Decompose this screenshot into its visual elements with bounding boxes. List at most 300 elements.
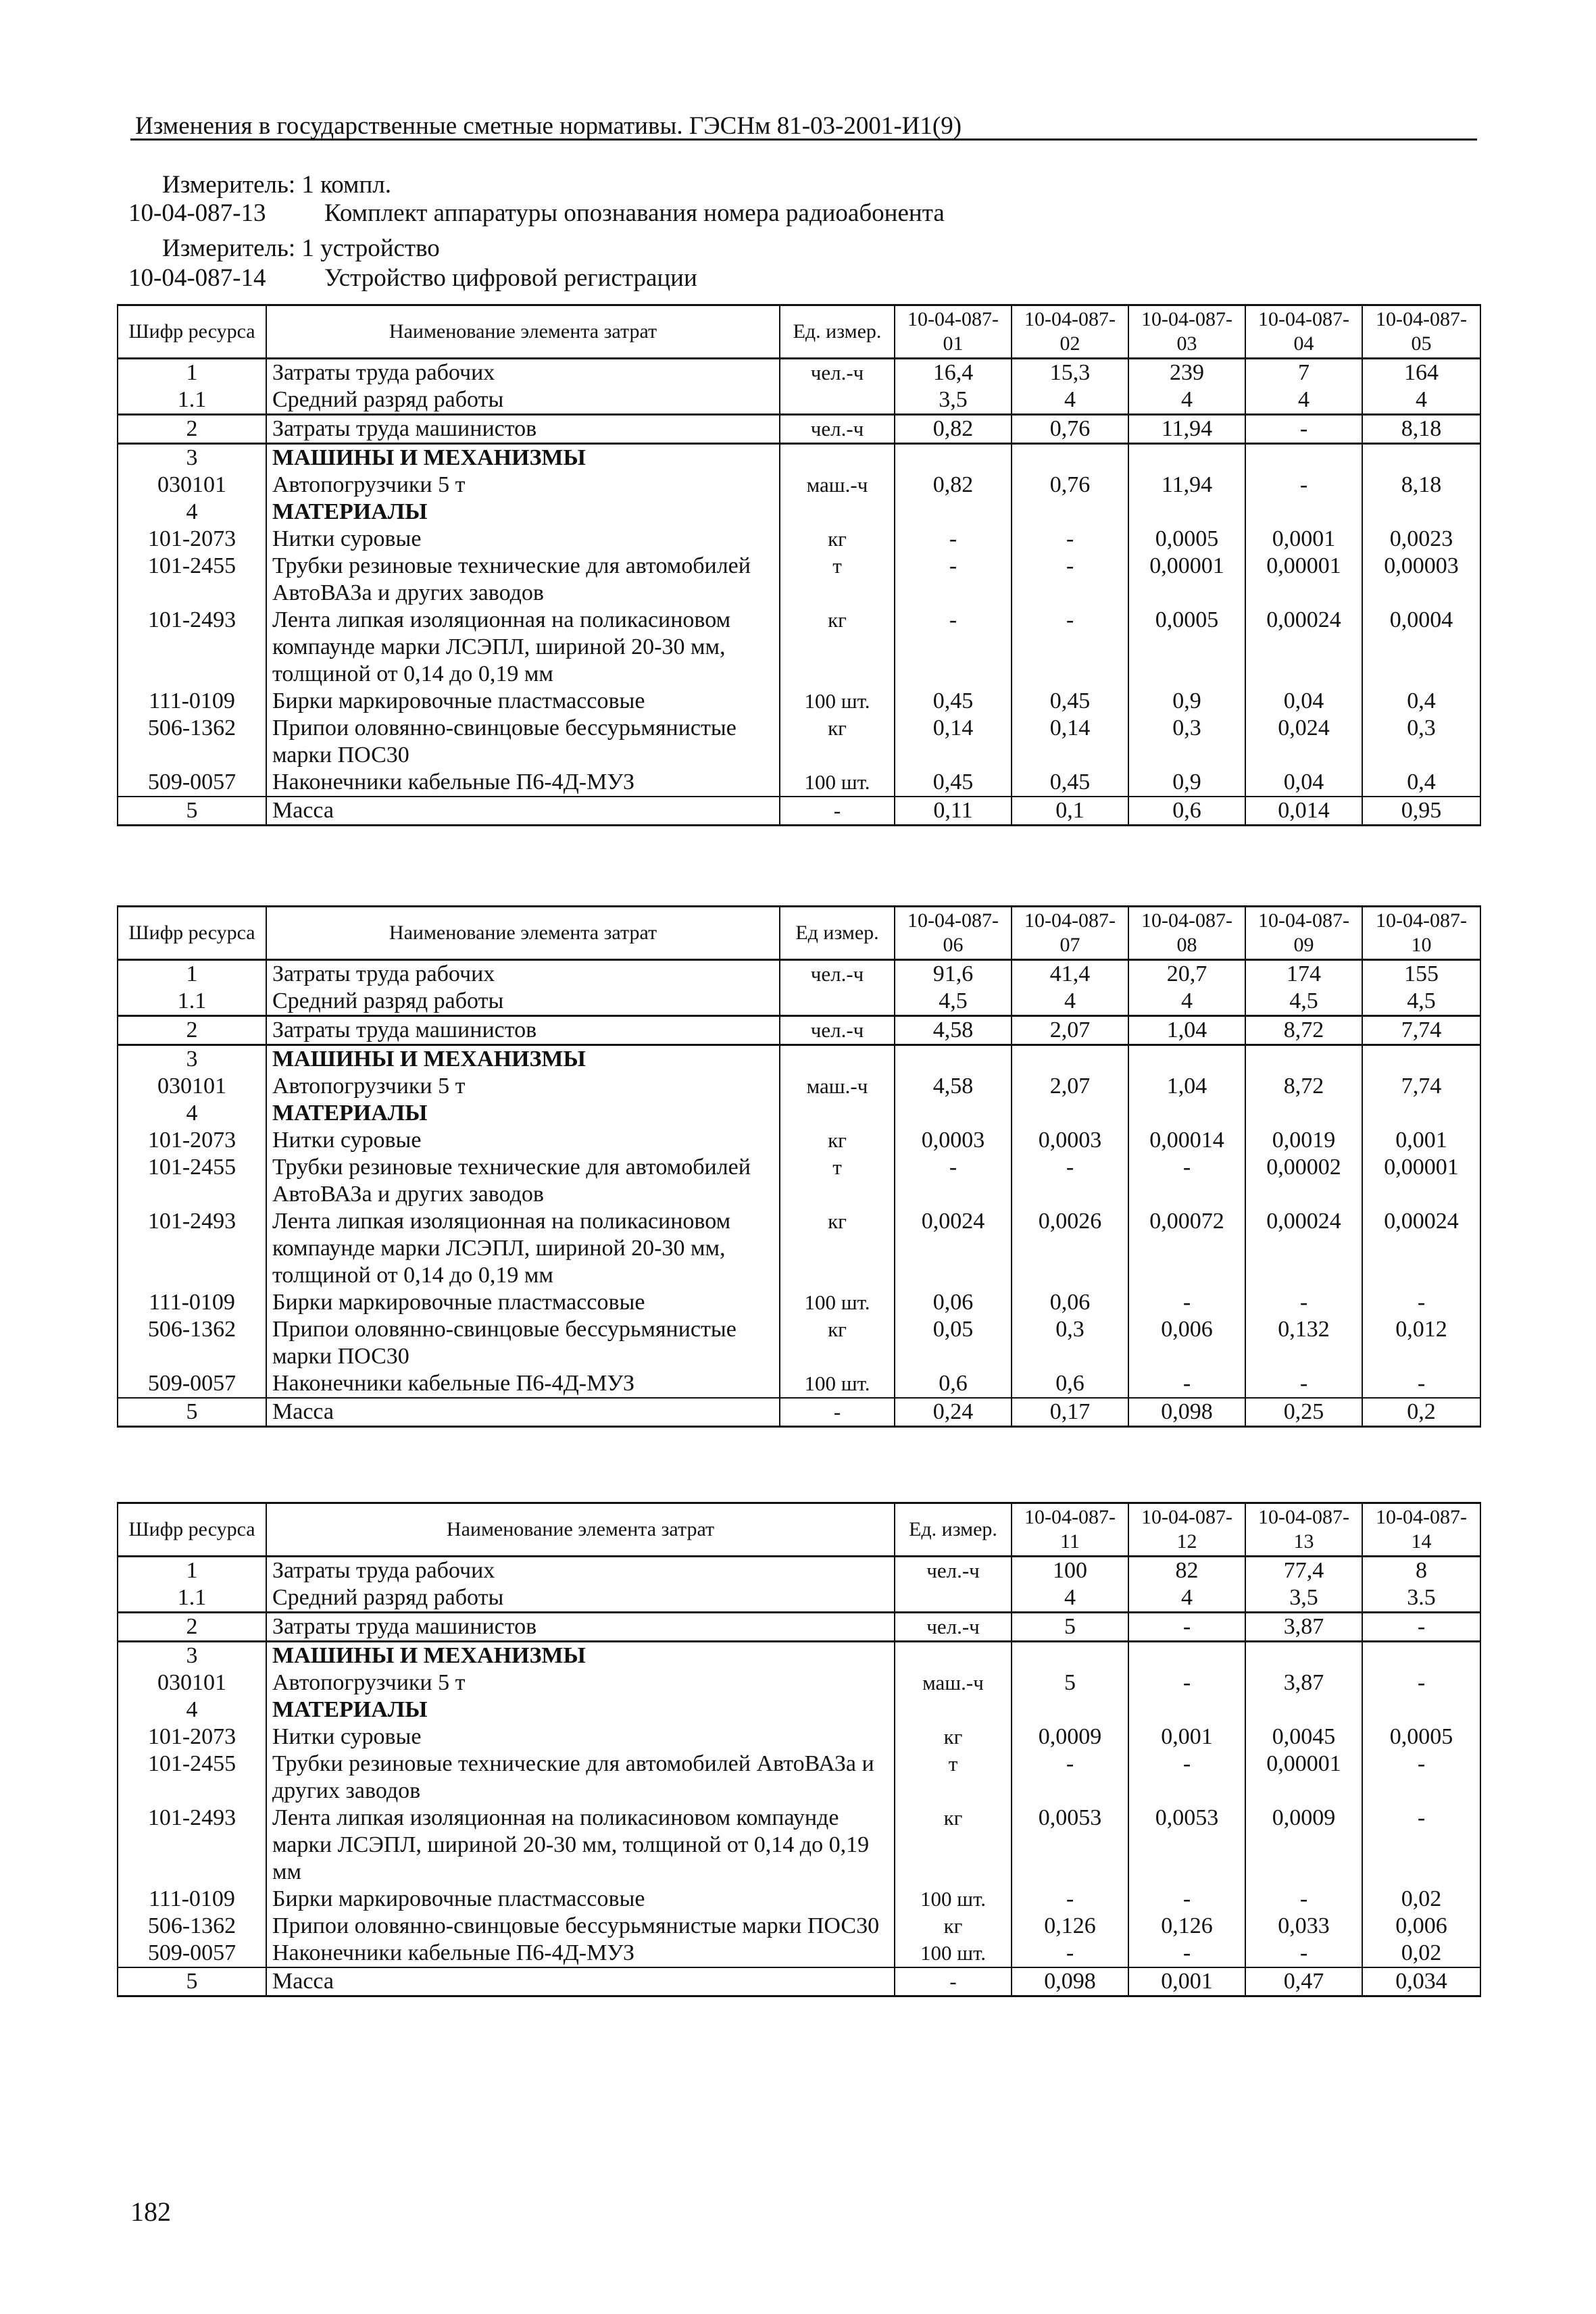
cell-code: 101-2493: [118, 1208, 266, 1289]
cell-code: 1: [118, 359, 266, 387]
cell-value: -: [895, 607, 1012, 688]
table-row: [118, 688, 1480, 715]
cell-unit: маш.-ч: [780, 472, 895, 499]
cell-value: 0,6: [1012, 1370, 1128, 1398]
code-line-2: 10-04-087-14: [128, 264, 266, 292]
estimate-table-2: [117, 905, 1481, 1428]
cell-value: 0,098: [1128, 1398, 1245, 1427]
header-col-2: 10-04-087-07: [1012, 907, 1128, 960]
header-col-4: 10-04-087-09: [1245, 907, 1362, 960]
cell-value: [895, 1045, 1012, 1074]
cell-value: -: [1245, 1886, 1362, 1913]
cell-value: -: [1245, 1370, 1362, 1398]
cell-value: 0,001: [1128, 1967, 1245, 1996]
cell-code: 4: [118, 1696, 266, 1724]
cell-value: -: [1245, 1289, 1362, 1316]
table-row: [118, 1669, 1480, 1696]
cell-value: 0,0003: [895, 1127, 1012, 1154]
cell-value: 100: [1012, 1557, 1128, 1585]
cell-value: 8: [1362, 1557, 1480, 1585]
cell-value: 3,87: [1245, 1669, 1362, 1696]
cell-value: 0,00024: [1362, 1208, 1480, 1289]
cell-value: -: [1128, 1289, 1245, 1316]
cell-code: 101-2455: [118, 1751, 266, 1805]
cell-value: 77,4: [1245, 1557, 1362, 1585]
cell-value: 0,00001: [1128, 553, 1245, 607]
cell-value: [1362, 1642, 1480, 1670]
cell-name: Масса: [266, 797, 780, 826]
cell-value: -: [1128, 1669, 1245, 1696]
header-row: [118, 907, 1480, 960]
cell-value: 3,5: [895, 386, 1012, 415]
cell-value: 1,04: [1128, 1016, 1245, 1045]
cell-value: -: [1012, 553, 1128, 607]
cell-unit: т: [780, 553, 895, 607]
cell-value: 0,012: [1362, 1316, 1480, 1370]
table-row: [118, 526, 1480, 553]
code-line-1: 10-04-087-13: [128, 199, 266, 227]
cell-value: [1012, 1696, 1128, 1724]
table-row: [118, 1289, 1480, 1316]
cell-name: Затраты труда рабочих: [266, 1557, 895, 1585]
cell-value: 3.5: [1362, 1584, 1480, 1613]
cell-value: [895, 1100, 1012, 1127]
cell-value: 0,82: [895, 472, 1012, 499]
cell-code: 3: [118, 1642, 266, 1670]
cell-value: 0,126: [1012, 1913, 1128, 1940]
cell-name: Бирки маркировочные пластмассовые: [266, 1289, 780, 1316]
table-row: [118, 960, 1480, 988]
header-col-1: 10-04-087-01: [895, 305, 1012, 359]
cell-value: [1012, 444, 1128, 472]
header-col-2: 10-04-087-02: [1012, 305, 1128, 359]
cell-value: [895, 444, 1012, 472]
table-row: [118, 1073, 1480, 1100]
cell-value: 7,74: [1362, 1016, 1480, 1045]
cell-value: 4: [1245, 386, 1362, 415]
cell-value: [1012, 499, 1128, 526]
cell-value: 164: [1362, 359, 1480, 387]
cell-value: 0,04: [1245, 688, 1362, 715]
cell-value: 0,95: [1362, 797, 1480, 826]
cell-unit: чел.-ч: [780, 359, 895, 387]
cell-unit: -: [895, 1967, 1012, 1996]
title-line-1: Комплект аппаратуры опознавания номера радиоабонента: [324, 199, 945, 227]
cell-unit: 100 шт.: [780, 688, 895, 715]
cell-value: 0,0019: [1245, 1127, 1362, 1154]
cell-name: Нитки суровые: [266, 526, 780, 553]
cell-value: 0,14: [895, 715, 1012, 769]
cell-name: Припои оловянно-свинцовые бессурьмянистые марки ПОС30: [266, 715, 780, 769]
cell-value: -: [1362, 1613, 1480, 1642]
cell-value: 4,5: [895, 988, 1012, 1016]
cell-value: 5: [1012, 1669, 1128, 1696]
cell-unit: 100 шт.: [895, 1886, 1012, 1913]
header-col-1: 10-04-087-06: [895, 907, 1012, 960]
table-row: [118, 472, 1480, 499]
cell-name: Припои оловянно-свинцовые бессурьмянистые марки ПОС30: [266, 1316, 780, 1370]
table-row: [118, 1613, 1480, 1642]
cell-value: 1,04: [1128, 1073, 1245, 1100]
cell-name: Затраты труда рабочих: [266, 960, 780, 988]
table-row: [118, 1913, 1480, 1940]
cell-code: 101-2493: [118, 607, 266, 688]
table-row: [118, 1398, 1480, 1427]
cell-name: Затраты труда машинистов: [266, 1613, 895, 1642]
header-row: [118, 305, 1480, 359]
cell-name: МАТЕРИАЛЫ: [266, 1696, 895, 1724]
header-col-5: 10-04-087-05: [1362, 305, 1480, 359]
cell-unit: [895, 1584, 1012, 1613]
cell-value: -: [1362, 1751, 1480, 1805]
cell-code: 030101: [118, 1669, 266, 1696]
cell-value: 4: [1128, 988, 1245, 1016]
cell-value: 0,001: [1128, 1724, 1245, 1751]
cell-name: Средний разряд работы: [266, 386, 780, 415]
header-unit: Ед. измер.: [895, 1503, 1012, 1557]
header-code: Шифр ресурса: [118, 305, 266, 359]
cell-value: 8,72: [1245, 1073, 1362, 1100]
cell-unit: [895, 1696, 1012, 1724]
cell-value: -: [1128, 1886, 1245, 1913]
cell-code: 1.1: [118, 988, 266, 1016]
cell-value: 0,3: [1012, 1316, 1128, 1370]
cell-value: 0,033: [1245, 1913, 1362, 1940]
table-row: [118, 797, 1480, 826]
cell-unit: маш.-ч: [780, 1073, 895, 1100]
cell-value: -: [1245, 1940, 1362, 1967]
cell-name: Нитки суровые: [266, 1724, 895, 1751]
cell-value: 16,4: [895, 359, 1012, 387]
cell-value: [1362, 1696, 1480, 1724]
cell-value: 5: [1012, 1613, 1128, 1642]
cell-value: 0,0053: [1012, 1805, 1128, 1886]
cell-value: 8,18: [1362, 415, 1480, 444]
page-number: 182: [130, 2196, 171, 2227]
cell-value: 41,4: [1012, 960, 1128, 988]
cell-value: [1362, 499, 1480, 526]
cell-value: -: [1128, 1370, 1245, 1398]
table-row: [118, 1886, 1480, 1913]
cell-value: 4,5: [1362, 988, 1480, 1016]
cell-unit: кг: [780, 1208, 895, 1289]
header-col-3: 10-04-087-03: [1128, 305, 1245, 359]
cell-unit: кг: [780, 715, 895, 769]
cell-value: 0,76: [1012, 472, 1128, 499]
cell-value: 4: [1012, 1584, 1128, 1613]
table-row: [118, 553, 1480, 607]
cell-name: Бирки маркировочные пластмассовые: [266, 1886, 895, 1913]
cell-value: 0,0026: [1012, 1208, 1128, 1289]
cell-value: 0,4: [1362, 769, 1480, 797]
cell-value: [1128, 1045, 1245, 1074]
table-row: [118, 1100, 1480, 1127]
cell-unit: 100 шт.: [780, 1289, 895, 1316]
cell-value: -: [895, 553, 1012, 607]
cell-value: 0,0005: [1362, 1724, 1480, 1751]
cell-unit: [895, 1642, 1012, 1670]
cell-code: 101-2493: [118, 1805, 266, 1886]
cell-value: 0,0005: [1128, 607, 1245, 688]
cell-value: [1128, 444, 1245, 472]
header-col-5: 10-04-087-10: [1362, 907, 1480, 960]
cell-value: -: [1012, 1886, 1128, 1913]
cell-value: 91,6: [895, 960, 1012, 988]
cell-value: 0,05: [895, 1316, 1012, 1370]
cell-name: Автопогрузчики 5 т: [266, 1073, 780, 1100]
cell-value: 239: [1128, 359, 1245, 387]
cell-name: Трубки резиновые технические для автомобилей АвтоВАЗа и других заводов: [266, 553, 780, 607]
cell-value: 0,04: [1245, 769, 1362, 797]
header-unit: Ед измер.: [780, 907, 895, 960]
cell-value: 82: [1128, 1557, 1245, 1585]
cell-value: -: [1012, 1154, 1128, 1208]
table-row: [118, 1696, 1480, 1724]
cell-value: 0,24: [895, 1398, 1012, 1427]
cell-value: 0,4: [1362, 688, 1480, 715]
cell-value: 11,94: [1128, 472, 1245, 499]
cell-value: 0,0001: [1245, 526, 1362, 553]
cell-value: 3,87: [1245, 1613, 1362, 1642]
estimate-table-3: [117, 1502, 1481, 1997]
cell-unit: 100 шт.: [780, 769, 895, 797]
cell-value: 2,07: [1012, 1016, 1128, 1045]
table-row: [118, 1370, 1480, 1398]
cell-value: 0,45: [1012, 688, 1128, 715]
cell-value: 0,45: [895, 688, 1012, 715]
cell-value: 15,3: [1012, 359, 1128, 387]
cell-value: [895, 499, 1012, 526]
cell-unit: кг: [895, 1805, 1012, 1886]
cell-value: [1128, 1696, 1245, 1724]
cell-unit: 100 шт.: [895, 1940, 1012, 1967]
cell-code: 5: [118, 1398, 266, 1427]
cell-value: 4: [1362, 386, 1480, 415]
cell-value: 0,00024: [1245, 607, 1362, 688]
header-col-3: 10-04-087-13: [1245, 1503, 1362, 1557]
cell-value: -: [1245, 472, 1362, 499]
cell-value: 155: [1362, 960, 1480, 988]
table-row: [118, 607, 1480, 688]
cell-code: 2: [118, 1016, 266, 1045]
cell-name: Нитки суровые: [266, 1127, 780, 1154]
cell-unit: чел.-ч: [895, 1557, 1012, 1585]
cell-value: [1012, 1642, 1128, 1670]
table-row: [118, 1316, 1480, 1370]
cell-value: -: [1362, 1289, 1480, 1316]
cell-code: 101-2455: [118, 1154, 266, 1208]
cell-name: Наконечники кабельные П6-4Д-МУЗ: [266, 769, 780, 797]
table-row: [118, 1940, 1480, 1967]
cell-unit: чел.-ч: [780, 1016, 895, 1045]
cell-value: 0,9: [1128, 769, 1245, 797]
cell-value: 0,6: [1128, 797, 1245, 826]
table-row: [118, 1751, 1480, 1805]
cell-value: -: [1128, 1154, 1245, 1208]
header-row: [118, 1503, 1480, 1557]
table-row: [118, 1154, 1480, 1208]
cell-value: 0,02: [1362, 1940, 1480, 1967]
cell-value: 0,82: [895, 415, 1012, 444]
table-row: [118, 415, 1480, 444]
cell-value: 0,0023: [1362, 526, 1480, 553]
cell-value: -: [1012, 1751, 1128, 1805]
cell-value: 0,0053: [1128, 1805, 1245, 1886]
cell-name: Трубки резиновые технические для автомобилей АвтоВАЗа и других заводов: [266, 1751, 895, 1805]
cell-value: -: [1362, 1669, 1480, 1696]
cell-value: 0,3: [1362, 715, 1480, 769]
cell-code: 1.1: [118, 1584, 266, 1613]
cell-name: Средний разряд работы: [266, 1584, 895, 1613]
table-row: [118, 769, 1480, 797]
cell-code: 509-0057: [118, 1940, 266, 1967]
cell-value: 4: [1128, 386, 1245, 415]
cell-code: 3: [118, 1045, 266, 1074]
cell-value: 0,00001: [1245, 1751, 1362, 1805]
cell-name: Наконечники кабельные П6-4Д-МУЗ: [266, 1940, 895, 1967]
cell-value: 8,72: [1245, 1016, 1362, 1045]
measure-line-1: Измеритель: 1 компл.: [162, 171, 391, 199]
header-col-4: 10-04-087-14: [1362, 1503, 1480, 1557]
cell-value: 0,0005: [1128, 526, 1245, 553]
cell-unit: чел.-ч: [895, 1613, 1012, 1642]
cell-code: 509-0057: [118, 769, 266, 797]
cell-value: 20,7: [1128, 960, 1245, 988]
cell-value: [1245, 1642, 1362, 1670]
cell-code: 111-0109: [118, 1289, 266, 1316]
header-name: Наименование элемента затрат: [266, 907, 780, 960]
estimate-table-1: [117, 304, 1481, 826]
cell-name: Лента липкая изоляционная на поликасиновом компаунде марки ЛСЭПЛ, шириной 20-30 мм, толщиной от 0,14 до 0,19 мм: [266, 1805, 895, 1886]
cell-name: МАТЕРИАЛЫ: [266, 1100, 780, 1127]
cell-code: 5: [118, 797, 266, 826]
cell-value: 0,00003: [1362, 553, 1480, 607]
cell-unit: кг: [895, 1913, 1012, 1940]
cell-code: 101-2073: [118, 1127, 266, 1154]
table-row: [118, 1045, 1480, 1074]
cell-unit: чел.-ч: [780, 960, 895, 988]
cell-value: 0,024: [1245, 715, 1362, 769]
cell-value: 0,14: [1012, 715, 1128, 769]
cell-code: 1.1: [118, 386, 266, 415]
cell-value: 0,00002: [1245, 1154, 1362, 1208]
cell-unit: [780, 499, 895, 526]
cell-name: Наконечники кабельные П6-4Д-МУЗ: [266, 1370, 780, 1398]
cell-unit: т: [780, 1154, 895, 1208]
cell-value: 0,006: [1362, 1913, 1480, 1940]
cell-name: Масса: [266, 1398, 780, 1427]
cell-value: -: [1362, 1370, 1480, 1398]
cell-value: -: [1128, 1751, 1245, 1805]
cell-code: 101-2455: [118, 553, 266, 607]
cell-code: 111-0109: [118, 1886, 266, 1913]
cell-name: Затраты труда рабочих: [266, 359, 780, 387]
cell-code: 4: [118, 499, 266, 526]
table-row: [118, 386, 1480, 415]
cell-value: 0,014: [1245, 797, 1362, 826]
cell-value: 0,00014: [1128, 1127, 1245, 1154]
cell-value: 0,001: [1362, 1127, 1480, 1154]
table-row: [118, 988, 1480, 1016]
cell-value: [1245, 1045, 1362, 1074]
cell-value: 0,06: [1012, 1289, 1128, 1316]
cell-name: Трубки резиновые технические для автомобилей АвтоВАЗа и других заводов: [266, 1154, 780, 1208]
cell-value: 4,58: [895, 1016, 1012, 1045]
cell-value: 0,45: [1012, 769, 1128, 797]
header-name: Наименование элемента затрат: [266, 305, 780, 359]
cell-value: [1128, 1100, 1245, 1127]
cell-value: 0,0045: [1245, 1724, 1362, 1751]
cell-value: [1362, 1045, 1480, 1074]
cell-code: 3: [118, 444, 266, 472]
table-row: [118, 1724, 1480, 1751]
cell-unit: кг: [780, 1127, 895, 1154]
cell-value: 11,94: [1128, 415, 1245, 444]
table-row: [118, 715, 1480, 769]
cell-value: 2,07: [1012, 1073, 1128, 1100]
cell-name: Лента липкая изоляционная на поликасиновом компаунде марки ЛСЭПЛ, шириной 20-30 мм, толщиной от 0,14 до 0,19 мм: [266, 607, 780, 688]
cell-unit: кг: [780, 1316, 895, 1370]
cell-value: 7: [1245, 359, 1362, 387]
cell-unit: [780, 1100, 895, 1127]
cell-value: -: [895, 1154, 1012, 1208]
cell-value: 0,006: [1128, 1316, 1245, 1370]
header-col-2: 10-04-087-12: [1128, 1503, 1245, 1557]
cell-value: 7,74: [1362, 1073, 1480, 1100]
cell-value: -: [1362, 1805, 1480, 1886]
table-row: [118, 1805, 1480, 1886]
title-line-2: Устройство цифровой регистрации: [324, 264, 697, 292]
cell-value: 4,5: [1245, 988, 1362, 1016]
cell-code: 030101: [118, 472, 266, 499]
cell-unit: кг: [895, 1724, 1012, 1751]
cell-value: 0,02: [1362, 1886, 1480, 1913]
cell-value: 0,132: [1245, 1316, 1362, 1370]
cell-code: 506-1362: [118, 715, 266, 769]
cell-name: МАТЕРИАЛЫ: [266, 499, 780, 526]
cell-code: 2: [118, 415, 266, 444]
table-row: [118, 359, 1480, 387]
cell-value: -: [1128, 1940, 1245, 1967]
table-row: [118, 499, 1480, 526]
table-row: [118, 1016, 1480, 1045]
cell-unit: [780, 444, 895, 472]
cell-value: 0,6: [895, 1370, 1012, 1398]
cell-code: 4: [118, 1100, 266, 1127]
cell-unit: [780, 1045, 895, 1074]
cell-value: 0,0009: [1245, 1805, 1362, 1886]
cell-code: 101-2073: [118, 526, 266, 553]
cell-value: [1128, 499, 1245, 526]
cell-code: 111-0109: [118, 688, 266, 715]
cell-value: -: [1128, 1613, 1245, 1642]
cell-value: [1362, 1100, 1480, 1127]
cell-name: Припои оловянно-свинцовые бессурьмянистые марки ПОС30: [266, 1913, 895, 1940]
cell-value: 4: [1012, 386, 1128, 415]
cell-value: 0,034: [1362, 1967, 1480, 1996]
cell-code: 1: [118, 960, 266, 988]
cell-value: [1245, 444, 1362, 472]
cell-unit: чел.-ч: [780, 415, 895, 444]
cell-value: [1362, 444, 1480, 472]
cell-name: Масса: [266, 1967, 895, 1996]
cell-name: Лента липкая изоляционная на поликасиновом компаунде марки ЛСЭПЛ, шириной 20-30 мм, толщиной от 0,14 до 0,19 мм: [266, 1208, 780, 1289]
cell-value: 0,0003: [1012, 1127, 1128, 1154]
cell-code: 101-2073: [118, 1724, 266, 1751]
cell-value: 8,18: [1362, 472, 1480, 499]
cell-code: 509-0057: [118, 1370, 266, 1398]
cell-unit: кг: [780, 607, 895, 688]
